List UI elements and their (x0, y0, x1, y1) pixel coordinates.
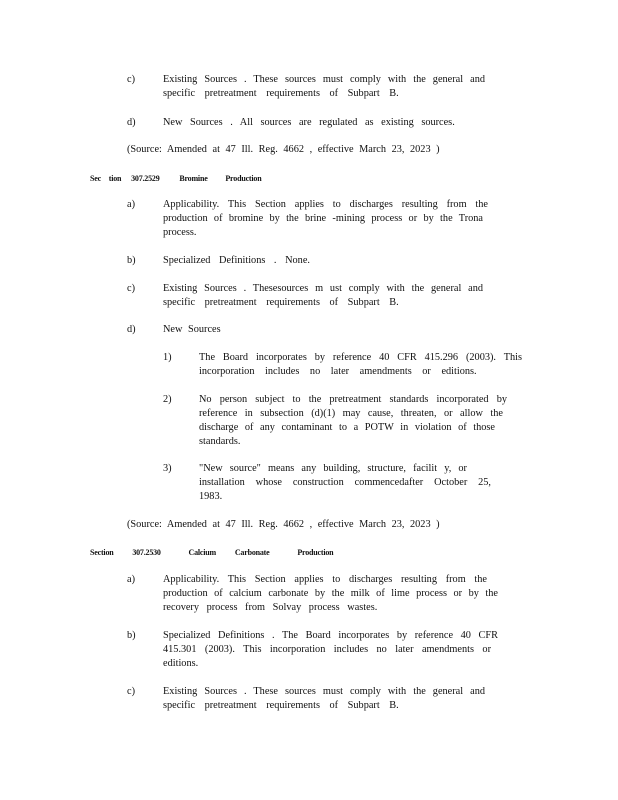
text-line: New Sources . All sources are regulated as existing sources. (163, 117, 455, 128)
text-line: Specialized Definitions . None. (163, 255, 310, 266)
text-line: standards. (199, 436, 241, 447)
text-line: discharge of any contaminant to a POTW in violation of those (199, 422, 495, 433)
section-prefix: Section (90, 548, 114, 557)
text-line: Existing Sources . Thesesources m ust comply with the general and (163, 283, 483, 294)
item-label-3: 3) (163, 463, 172, 474)
item-label-2: 2) (163, 394, 172, 405)
section-title: Calcium (188, 548, 217, 557)
source-note: (Source: Amended at 47 Ill. Reg. 4662 , effective March 23, 2023 ) (127, 519, 440, 530)
text-line: incorporation includes no later amendments or editions. (199, 366, 477, 377)
section-number: 307.2530 (132, 548, 161, 557)
subsection-c-text (163, 685, 485, 713)
subsection-label-a: a) (127, 199, 135, 210)
subsection-label-c: c) (127, 74, 135, 85)
text-line: editions. (163, 658, 199, 669)
text-line: specific pretreatment requirements of Subpart B. (163, 297, 399, 308)
subsection-d-text (163, 116, 453, 130)
text-line: 1983. (199, 491, 223, 502)
section-heading (90, 173, 261, 185)
subsection-b-text (163, 629, 498, 671)
text-line: reference in subsection (d)(1) may cause, threaten, or allow the (199, 408, 503, 419)
section-heading (90, 547, 333, 559)
section-title: Carbonate (234, 548, 270, 557)
text-line: No person subject to the pretreatment standards incorporated by (199, 394, 507, 405)
section-number: 307.2529 (131, 174, 160, 183)
item-label-1: 1) (163, 352, 172, 363)
subsection-d-text (163, 323, 221, 337)
subsection-c-text (163, 73, 485, 101)
item-3-text (199, 462, 491, 504)
text-line: production of calcium carbonate by the milk of lime process or by the (163, 588, 498, 599)
subsection-label-c: c) (127, 686, 135, 697)
text-line: Specialized Definitions . The Board incorporates by reference 40 CFR (163, 630, 498, 641)
text-line: specific pretreatment requirements of Subpart B. (163, 700, 399, 711)
text-line: New Sources (163, 324, 221, 335)
subsection-c-text (163, 282, 483, 310)
text-line: installation whose construction commencedafter October 25, (199, 477, 491, 488)
section-prefix: Sec tion (90, 174, 122, 183)
subsection-label-b: b) (127, 255, 136, 266)
text-line: Existing Sources . These sources must comply with the general and (163, 686, 485, 697)
text-line: Applicability. This Section applies to discharges resulting from the (163, 574, 487, 585)
source-note: (Source: Amended at 47 Ill. Reg. 4662 , effective March 23, 2023 ) (127, 144, 440, 155)
text-line: "New source" means any building, structure, facilit y, or (199, 463, 467, 474)
text-line: Existing Sources . These sources must comply with the general and (163, 74, 485, 85)
text-line: The Board incorporates by reference 40 CFR 415.296 (2003). This (199, 352, 522, 363)
subsection-label-d: d) (127, 117, 136, 128)
text-line: 415.301 (2003). This incorporation includes no later amendments or (163, 644, 491, 655)
text-line: recovery process from Solvay process wastes. (163, 602, 378, 613)
subsection-label-c: c) (127, 283, 135, 294)
text-line: production of bromine by the brine -mining process or by the Trona (163, 213, 483, 224)
subsection-label-d: d) (127, 324, 136, 335)
subsection-b-text (163, 254, 310, 268)
subsection-a-text (163, 573, 498, 615)
text-line: Applicability. This Section applies to discharges resulting from the (163, 199, 488, 210)
section-title: Production (225, 174, 262, 183)
subsection-label-b: b) (127, 630, 136, 641)
subsection-label-a: a) (127, 574, 135, 585)
item-1-text (199, 351, 522, 379)
text-line: process. (163, 227, 197, 238)
item-2-text (199, 393, 507, 449)
section-title: Production (297, 548, 334, 557)
section-title: Bromine (179, 174, 208, 183)
text-line: specific pretreatment requirements of Subpart B. (163, 88, 399, 99)
subsection-a-text (163, 198, 488, 240)
